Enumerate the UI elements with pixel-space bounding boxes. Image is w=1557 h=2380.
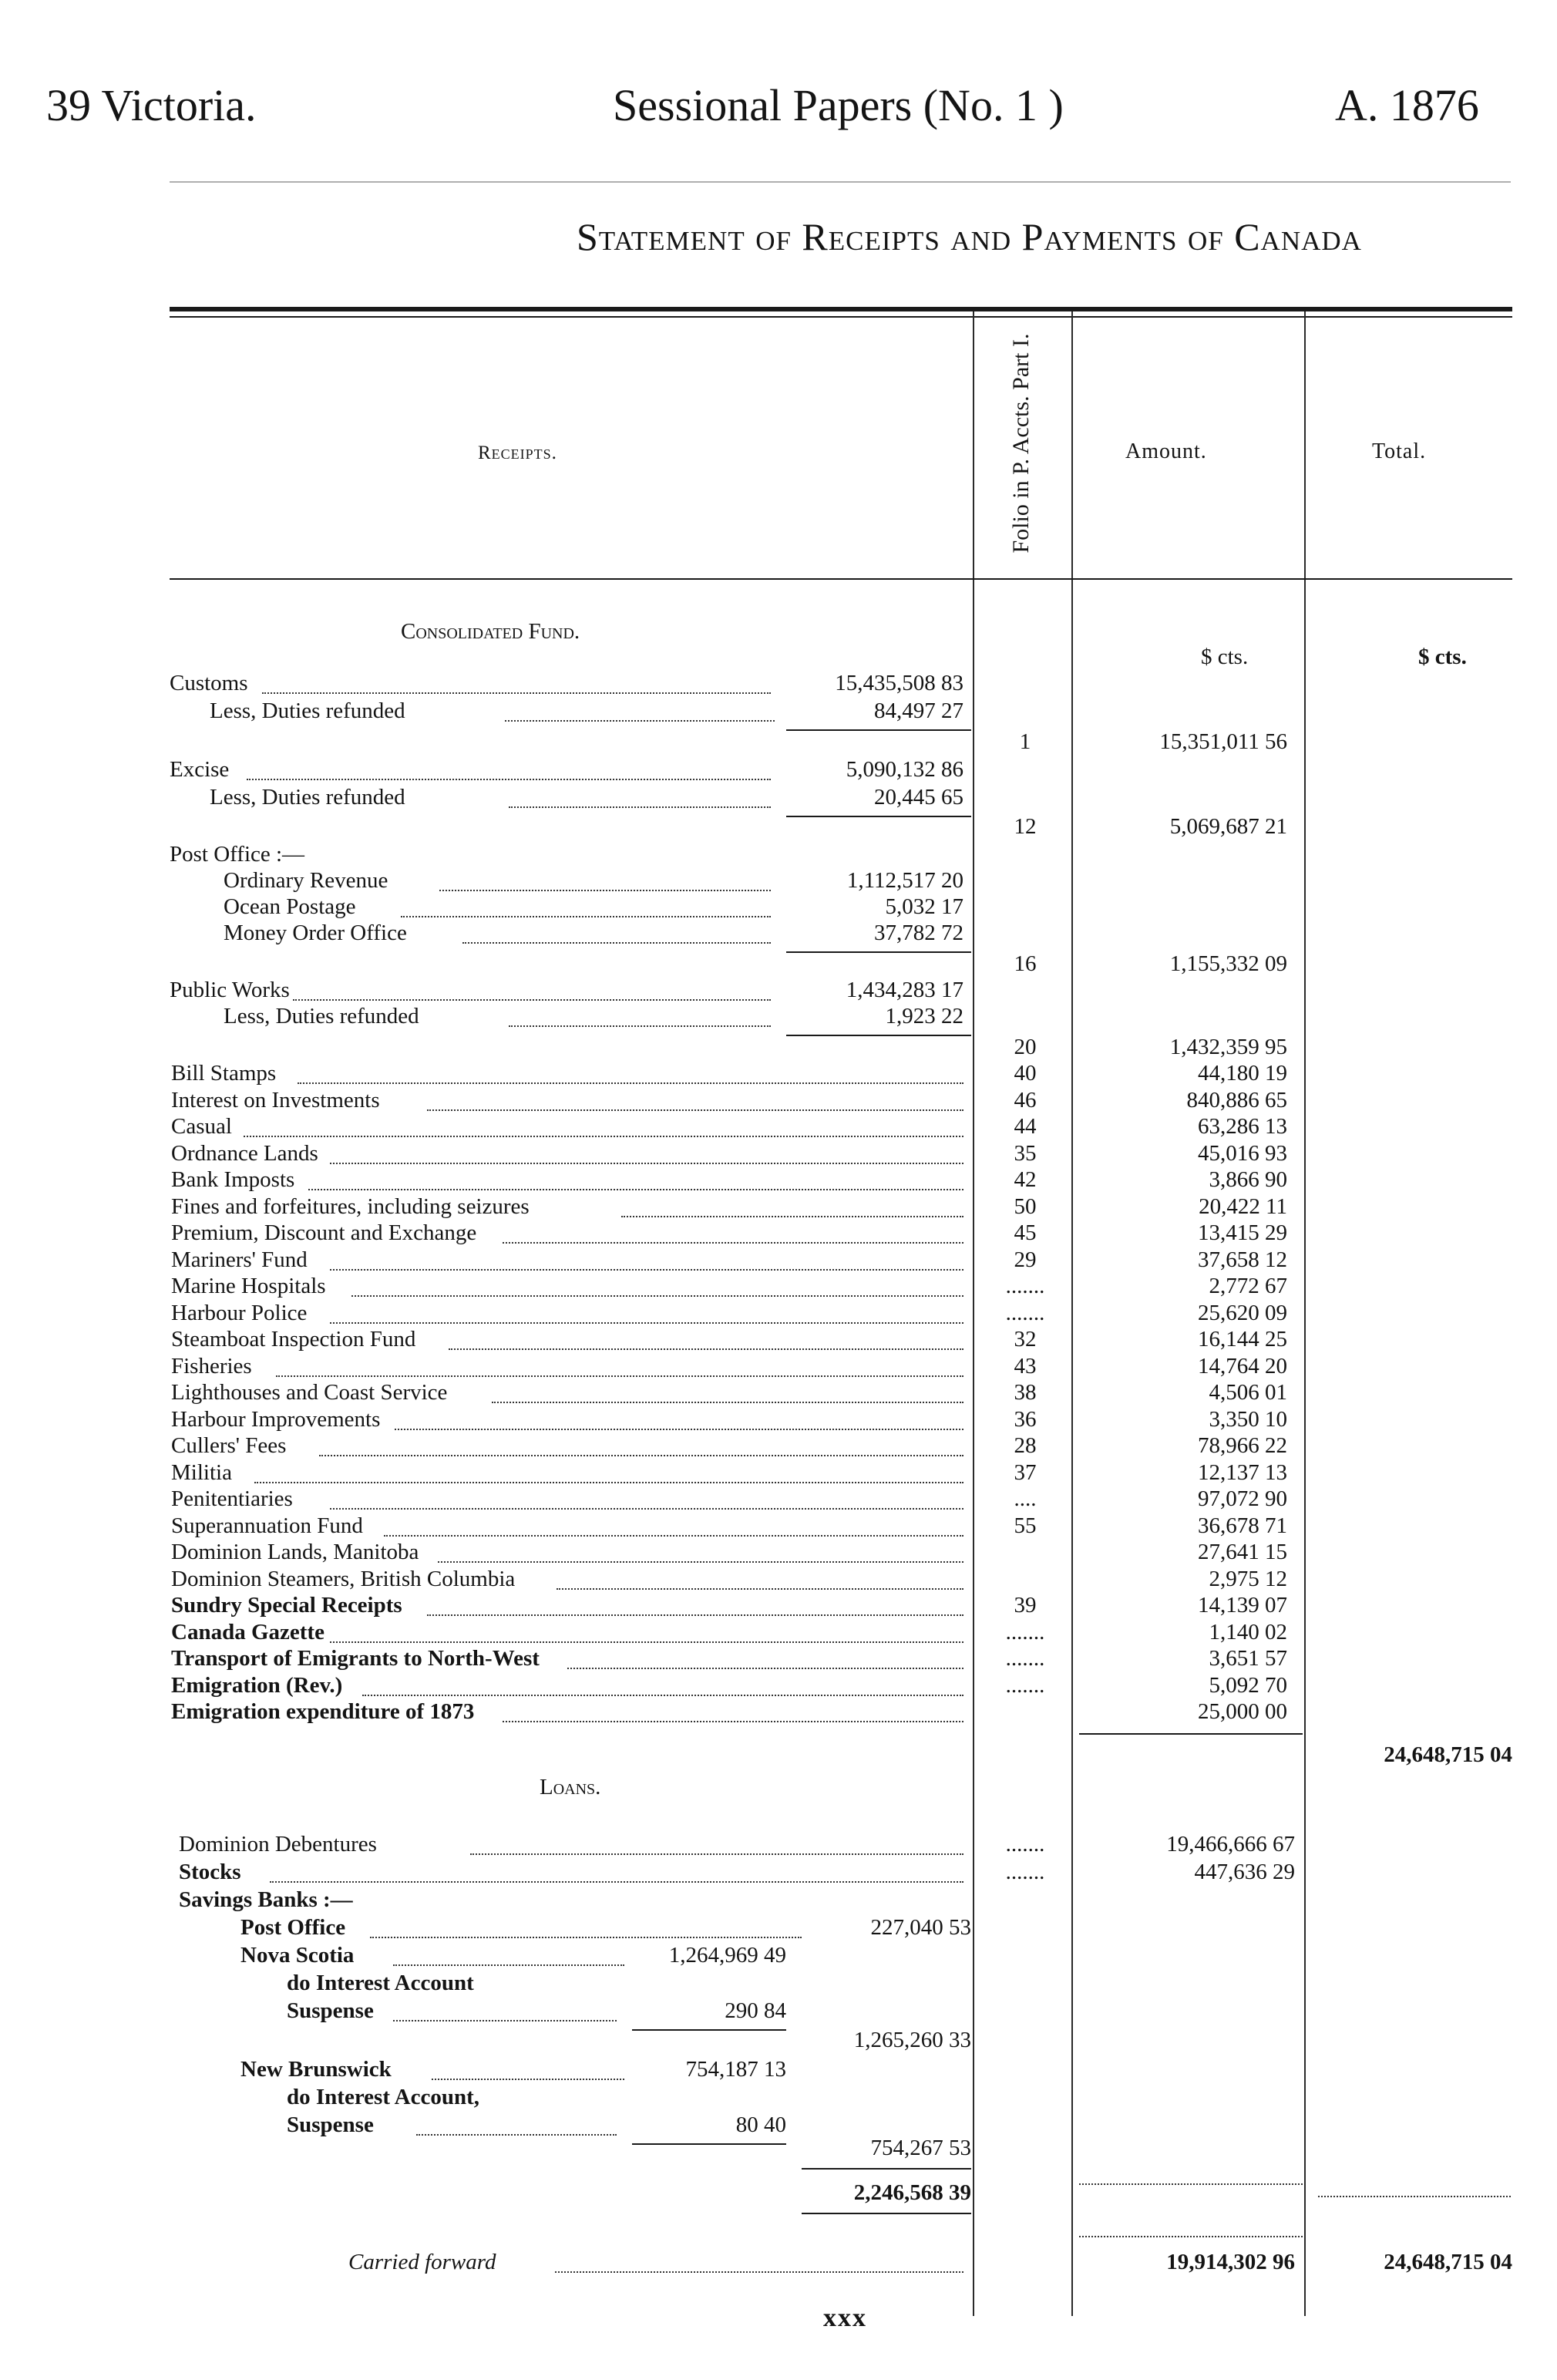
post-office-item-value: 37,782 72: [874, 921, 963, 945]
header-volume: 39 Victoria.: [46, 80, 257, 130]
receipt-item-label: Cullers' Fees: [171, 1433, 287, 1458]
public-works-amount: 1,432,359 95: [1169, 1035, 1287, 1059]
receipt-item-amount: 45,016 93: [1198, 1141, 1287, 1166]
customs-amount: 15,351,011 56: [1159, 729, 1287, 754]
leader-dots: [384, 1535, 963, 1537]
page-title: Statement of Receipts and Payments of Canada: [577, 215, 1362, 258]
receipt-item-label: Dominion Lands, Manitoba: [171, 1540, 419, 1564]
post-office-item-label: Ordinary Revenue: [224, 868, 388, 893]
dominion-debentures-amount: 19,466,666 67: [1166, 1832, 1295, 1857]
column-header-folio: Folio in P. Accts. Part I.: [1008, 333, 1034, 554]
receipt-item-label: Lighthouses and Coast Service: [171, 1380, 448, 1405]
stocks-label: Stocks: [179, 1860, 241, 1884]
leader-dots: [492, 1402, 963, 1403]
leader-dots: [427, 1614, 963, 1616]
post-office-item-value: 1,112,517 20: [846, 868, 963, 893]
new-brunswick-label: New Brunswick: [240, 2057, 392, 2082]
leader-dots: [438, 1561, 963, 1563]
excise-folio: 12: [1014, 814, 1037, 839]
receipt-item-amount: 44,180 19: [1198, 1061, 1287, 1086]
leader-dots: [362, 1695, 963, 1696]
receipt-item-folio: 35: [1014, 1141, 1037, 1166]
receipt-item-label: Harbour Improvements: [171, 1407, 381, 1432]
receipt-item-amount: 5,092 70: [1209, 1673, 1287, 1698]
receipt-item-amount: 20,422 11: [1199, 1194, 1287, 1219]
nova-scotia-suspense-label: Suspense: [287, 1998, 374, 2023]
receipt-item-folio: 46: [1014, 1088, 1037, 1113]
receipt-item-amount: 36,678 71: [1198, 1513, 1287, 1538]
receipt-item-label: Canada Gazette: [171, 1620, 325, 1644]
receipt-item-amount: 3,350 10: [1209, 1407, 1287, 1432]
receipt-item-folio: 28: [1014, 1433, 1037, 1458]
receipt-item-amount: 3,866 90: [1209, 1167, 1287, 1192]
receipt-item-label: Fines and forfeitures, including seizures: [171, 1194, 530, 1219]
carried-forward-amount: 19,914,302 96: [1166, 2250, 1295, 2274]
stocks-amount: 447,636 29: [1194, 1860, 1295, 1884]
receipt-item-folio: ....: [1014, 1486, 1037, 1511]
column-divider-total: [1304, 311, 1306, 2316]
header-rule: [170, 181, 1511, 183]
customs-gross: 15,435,508 83: [835, 671, 963, 695]
top-rule-thin: [170, 316, 1512, 318]
receipt-item-folio: 40: [1014, 1061, 1037, 1086]
header-year: A. 1876: [1335, 80, 1479, 130]
receipt-item-label: Ordnance Lands: [171, 1141, 318, 1166]
carried-forward-label: Carried forward: [348, 2250, 496, 2274]
leader-dots: [395, 1429, 963, 1430]
leader-dots: [557, 1588, 963, 1590]
nova-scotia-value: 1,264,969 49: [668, 1943, 786, 1968]
receipt-item-folio: 45: [1014, 1220, 1037, 1245]
receipt-item-folio: 38: [1014, 1380, 1037, 1405]
receipt-item-amount: 37,658 12: [1198, 1247, 1287, 1272]
receipt-item-label: Mariners' Fund: [171, 1247, 308, 1272]
leader-dots: [330, 1322, 963, 1324]
receipt-item-folio: 42: [1014, 1167, 1037, 1192]
nova-scotia-interest-value: 290 84: [725, 1998, 786, 2023]
receipt-item-folio: .......: [1005, 1646, 1045, 1671]
excise-less: 20,445 65: [874, 785, 963, 810]
excise-amount: 5,069,687 21: [1169, 814, 1287, 839]
new-brunswick-suspense-label: Suspense: [287, 2112, 374, 2137]
leader-dots: [254, 1482, 963, 1483]
column-divider-folio: [973, 311, 974, 2316]
nova-scotia-label: Nova Scotia: [240, 1943, 355, 1968]
receipt-item-amount: 25,620 09: [1198, 1301, 1287, 1325]
receipt-item-amount: 27,641 15: [1198, 1540, 1287, 1564]
leader-dots: [503, 1242, 963, 1244]
carried-forward-total: 24,648,715 04: [1384, 2250, 1512, 2274]
receipt-item-label: Premium, Discount and Exchange: [171, 1220, 477, 1245]
excise-less-label: Less, Duties refunded: [210, 785, 405, 810]
receipt-item-label: Fisheries: [171, 1354, 252, 1379]
amount-units: $ cts.: [1201, 645, 1249, 669]
savings-banks-total: 2,246,568 39: [853, 2180, 971, 2205]
receipt-item-folio: 36: [1014, 1407, 1037, 1432]
savings-post-office-value: 227,040 53: [870, 1915, 971, 1940]
receipt-item-amount: 63,286 13: [1198, 1114, 1287, 1139]
new-brunswick-value: 754,187 13: [685, 2057, 786, 2082]
total-units: $ cts.: [1418, 645, 1467, 669]
receipt-item-amount: 78,966 22: [1198, 1433, 1287, 1458]
receipt-item-folio: 50: [1014, 1194, 1037, 1219]
receipt-item-amount: 16,144 25: [1198, 1327, 1287, 1352]
leader-dots: [330, 1163, 963, 1164]
new-brunswick-subtotal: 754,267 53: [870, 2136, 971, 2160]
receipt-item-label: Marine Hospitals: [171, 1274, 326, 1298]
receipt-item-folio: 29: [1014, 1247, 1037, 1272]
receipt-item-amount: 14,764 20: [1198, 1354, 1287, 1379]
column-header-total: Total.: [1372, 439, 1427, 463]
new-brunswick-interest-value: 80 40: [735, 2112, 786, 2137]
receipt-item-amount: 25,000 00: [1198, 1699, 1287, 1724]
receipt-item-label: Steamboat Inspection Fund: [171, 1327, 416, 1352]
post-office-amount: 1,155,332 09: [1169, 951, 1287, 976]
post-office-item-label: Money Order Office: [224, 921, 407, 945]
leader-dots: [330, 1269, 963, 1271]
section-heading-consolidated-fund: Consolidated Fund.: [401, 619, 580, 644]
receipt-item-label: Interest on Investments: [171, 1088, 380, 1113]
nova-scotia-subtotal: 1,265,260 33: [853, 2028, 971, 2052]
receipt-item-label: Emigration expenditure of 1873: [171, 1699, 475, 1724]
leader-dots: [330, 1641, 963, 1643]
leader-dots: [567, 1668, 963, 1669]
receipt-item-amount: 3,651 57: [1209, 1646, 1287, 1671]
public-works-folio: 20: [1014, 1035, 1037, 1059]
receipt-item-amount: 4,506 01: [1209, 1380, 1287, 1405]
receipt-item-label: Superannuation Fund: [171, 1513, 363, 1538]
excise-label: Excise: [170, 757, 230, 782]
excise-gross: 5,090,132 86: [846, 757, 963, 782]
receipt-item-label: Militia: [171, 1460, 232, 1485]
post-office-folio: 16: [1014, 951, 1037, 976]
column-header-amount: Amount.: [1125, 439, 1207, 463]
public-works-less-label: Less, Duties refunded: [224, 1004, 419, 1028]
receipt-item-amount: 13,415 29: [1198, 1220, 1287, 1245]
column-header-receipts: Receipts.: [478, 443, 557, 463]
header-sessional-papers: Sessional Papers (No. 1 ): [613, 80, 1064, 130]
leader-dots: [244, 1136, 963, 1137]
receipt-item-folio: .......: [1005, 1274, 1045, 1298]
post-office-item-value: 5,032 17: [885, 894, 963, 919]
leader-dots: [503, 1721, 963, 1722]
receipt-item-label: Dominion Steamers, British Columbia: [171, 1567, 516, 1591]
column-divider-amount: [1071, 311, 1073, 2316]
receipt-item-label: Harbour Police: [171, 1301, 308, 1325]
leader-dots: [298, 1082, 963, 1084]
post-office-label: Post Office :—: [170, 842, 305, 867]
customs-label: Customs: [170, 671, 248, 695]
receipt-item-amount: 840,886 65: [1186, 1088, 1287, 1113]
customs-less-label: Less, Duties refunded: [210, 699, 405, 723]
receipt-item-amount: 2,975 12: [1209, 1567, 1287, 1591]
receipt-item-folio: .......: [1005, 1620, 1045, 1644]
dominion-debentures-folio: .......: [1005, 1832, 1045, 1857]
receipt-item-folio: .......: [1005, 1301, 1045, 1325]
receipt-item-folio: 39: [1014, 1593, 1037, 1618]
new-brunswick-interest-label: do Interest Account,: [287, 2085, 479, 2109]
receipt-item-amount: 2,772 67: [1209, 1274, 1287, 1298]
receipt-item-folio: 55: [1014, 1513, 1037, 1538]
customs-less: 84,497 27: [874, 699, 963, 723]
section-heading-loans: Loans.: [540, 1775, 601, 1799]
public-works-less: 1,923 22: [885, 1004, 963, 1028]
receipt-item-amount: 14,139 07: [1198, 1593, 1287, 1618]
receipt-item-amount: 1,140 02: [1209, 1620, 1287, 1644]
leader-dots: [621, 1216, 963, 1217]
receipt-item-folio: 37: [1014, 1460, 1037, 1485]
leader-dots: [308, 1189, 963, 1190]
consolidated-fund-total: 24,648,715 04: [1384, 1742, 1512, 1767]
receipt-item-label: Emigration (Rev.): [171, 1673, 343, 1698]
receipt-item-amount: 12,137 13: [1198, 1460, 1287, 1485]
receipt-item-folio: .......: [1005, 1673, 1045, 1698]
public-works-gross: 1,434,283 17: [846, 978, 963, 1002]
dominion-debentures-label: Dominion Debentures: [179, 1832, 377, 1857]
leader-dots: [319, 1455, 963, 1456]
receipt-item-folio: 32: [1014, 1327, 1037, 1352]
stocks-folio: .......: [1005, 1860, 1045, 1884]
leader-dots: [330, 1508, 963, 1510]
receipt-item-folio: 44: [1014, 1114, 1037, 1139]
customs-folio: 1: [1019, 729, 1031, 754]
savings-banks-label: Savings Banks :—: [179, 1887, 353, 1912]
leader-dots: [351, 1295, 963, 1297]
header-bottom-rule: [170, 578, 1512, 580]
top-rule: [170, 307, 1512, 311]
receipt-item-folio: 43: [1014, 1354, 1037, 1379]
receipt-item-amount: 97,072 90: [1198, 1486, 1287, 1511]
receipt-item-label: Bill Stamps: [171, 1061, 277, 1086]
savings-post-office-label: Post Office: [240, 1915, 346, 1940]
page-number: xxx: [823, 2304, 867, 2332]
post-office-item-label: Ocean Postage: [224, 894, 356, 919]
receipt-item-label: Penitentiaries: [171, 1486, 293, 1511]
nova-scotia-interest-label: do Interest Account: [287, 1971, 474, 1995]
receipt-item-label: Casual: [171, 1114, 232, 1139]
leader-dots: [427, 1109, 963, 1111]
receipt-item-label: Bank Imposts: [171, 1167, 295, 1192]
receipt-item-label: Sundry Special Receipts: [171, 1593, 402, 1618]
public-works-label: Public Works: [170, 978, 290, 1002]
leader-dots: [449, 1348, 963, 1350]
leader-dots: [276, 1375, 963, 1377]
receipt-item-label: Transport of Emigrants to North-West: [171, 1646, 540, 1671]
